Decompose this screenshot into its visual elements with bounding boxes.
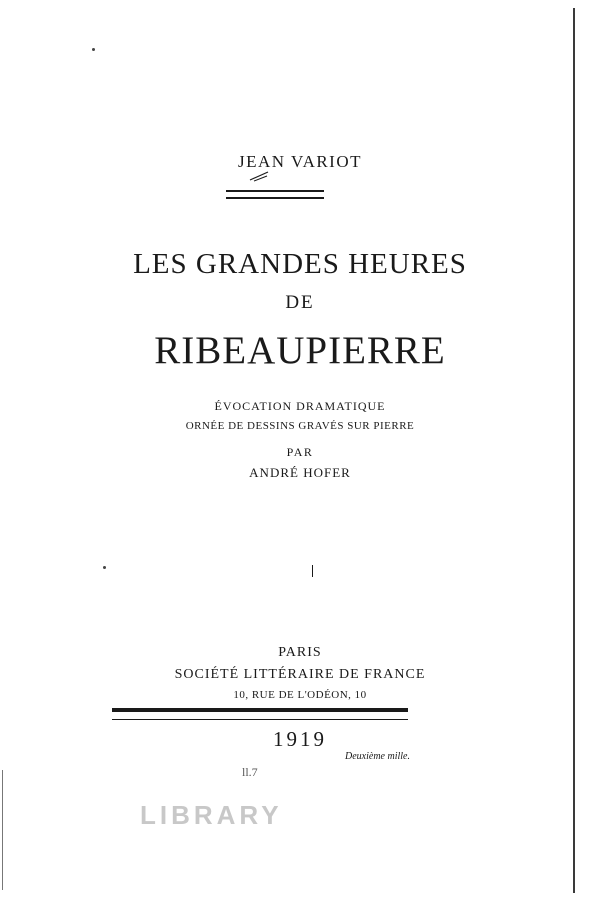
title-line-2: DE xyxy=(285,292,315,313)
illustrator-name: ANDRÉ HOFER xyxy=(249,465,351,480)
author-rule xyxy=(226,190,324,199)
author-name: JEAN VARIOT xyxy=(237,152,363,171)
publisher-rule xyxy=(112,708,408,720)
shelf-mark: ll.7 xyxy=(242,765,258,779)
edition-note: Deuxième mille. xyxy=(345,751,410,762)
publication-year: 1919 xyxy=(273,727,327,751)
title-line-3: RIBEAUPIERRE xyxy=(154,329,446,372)
scan-edge-left xyxy=(2,770,3,890)
subtitle-line-1: ÉVOCATION DRAMATIQUE xyxy=(214,399,386,413)
publisher-address: 10, RUE DE L'ODÉON, 10 xyxy=(233,689,367,701)
title-line-1: LES GRANDES HEURES xyxy=(133,248,467,280)
scan-speck xyxy=(92,48,95,51)
publisher-name: SOCIÉTÉ LITTÉRAIRE DE FRANCE xyxy=(174,667,426,682)
publisher-city: PARIS xyxy=(278,645,322,660)
subtitle-line-3: PAR xyxy=(286,445,314,459)
printer-mark xyxy=(312,565,313,577)
subtitle-line-2: ORNÉE DE DESSINS GRAVÉS SUR PIERRE xyxy=(185,420,415,432)
pen-mark-icon xyxy=(248,170,270,182)
library-stamp: LIBRARY xyxy=(140,800,283,830)
scan-speck xyxy=(103,566,106,569)
